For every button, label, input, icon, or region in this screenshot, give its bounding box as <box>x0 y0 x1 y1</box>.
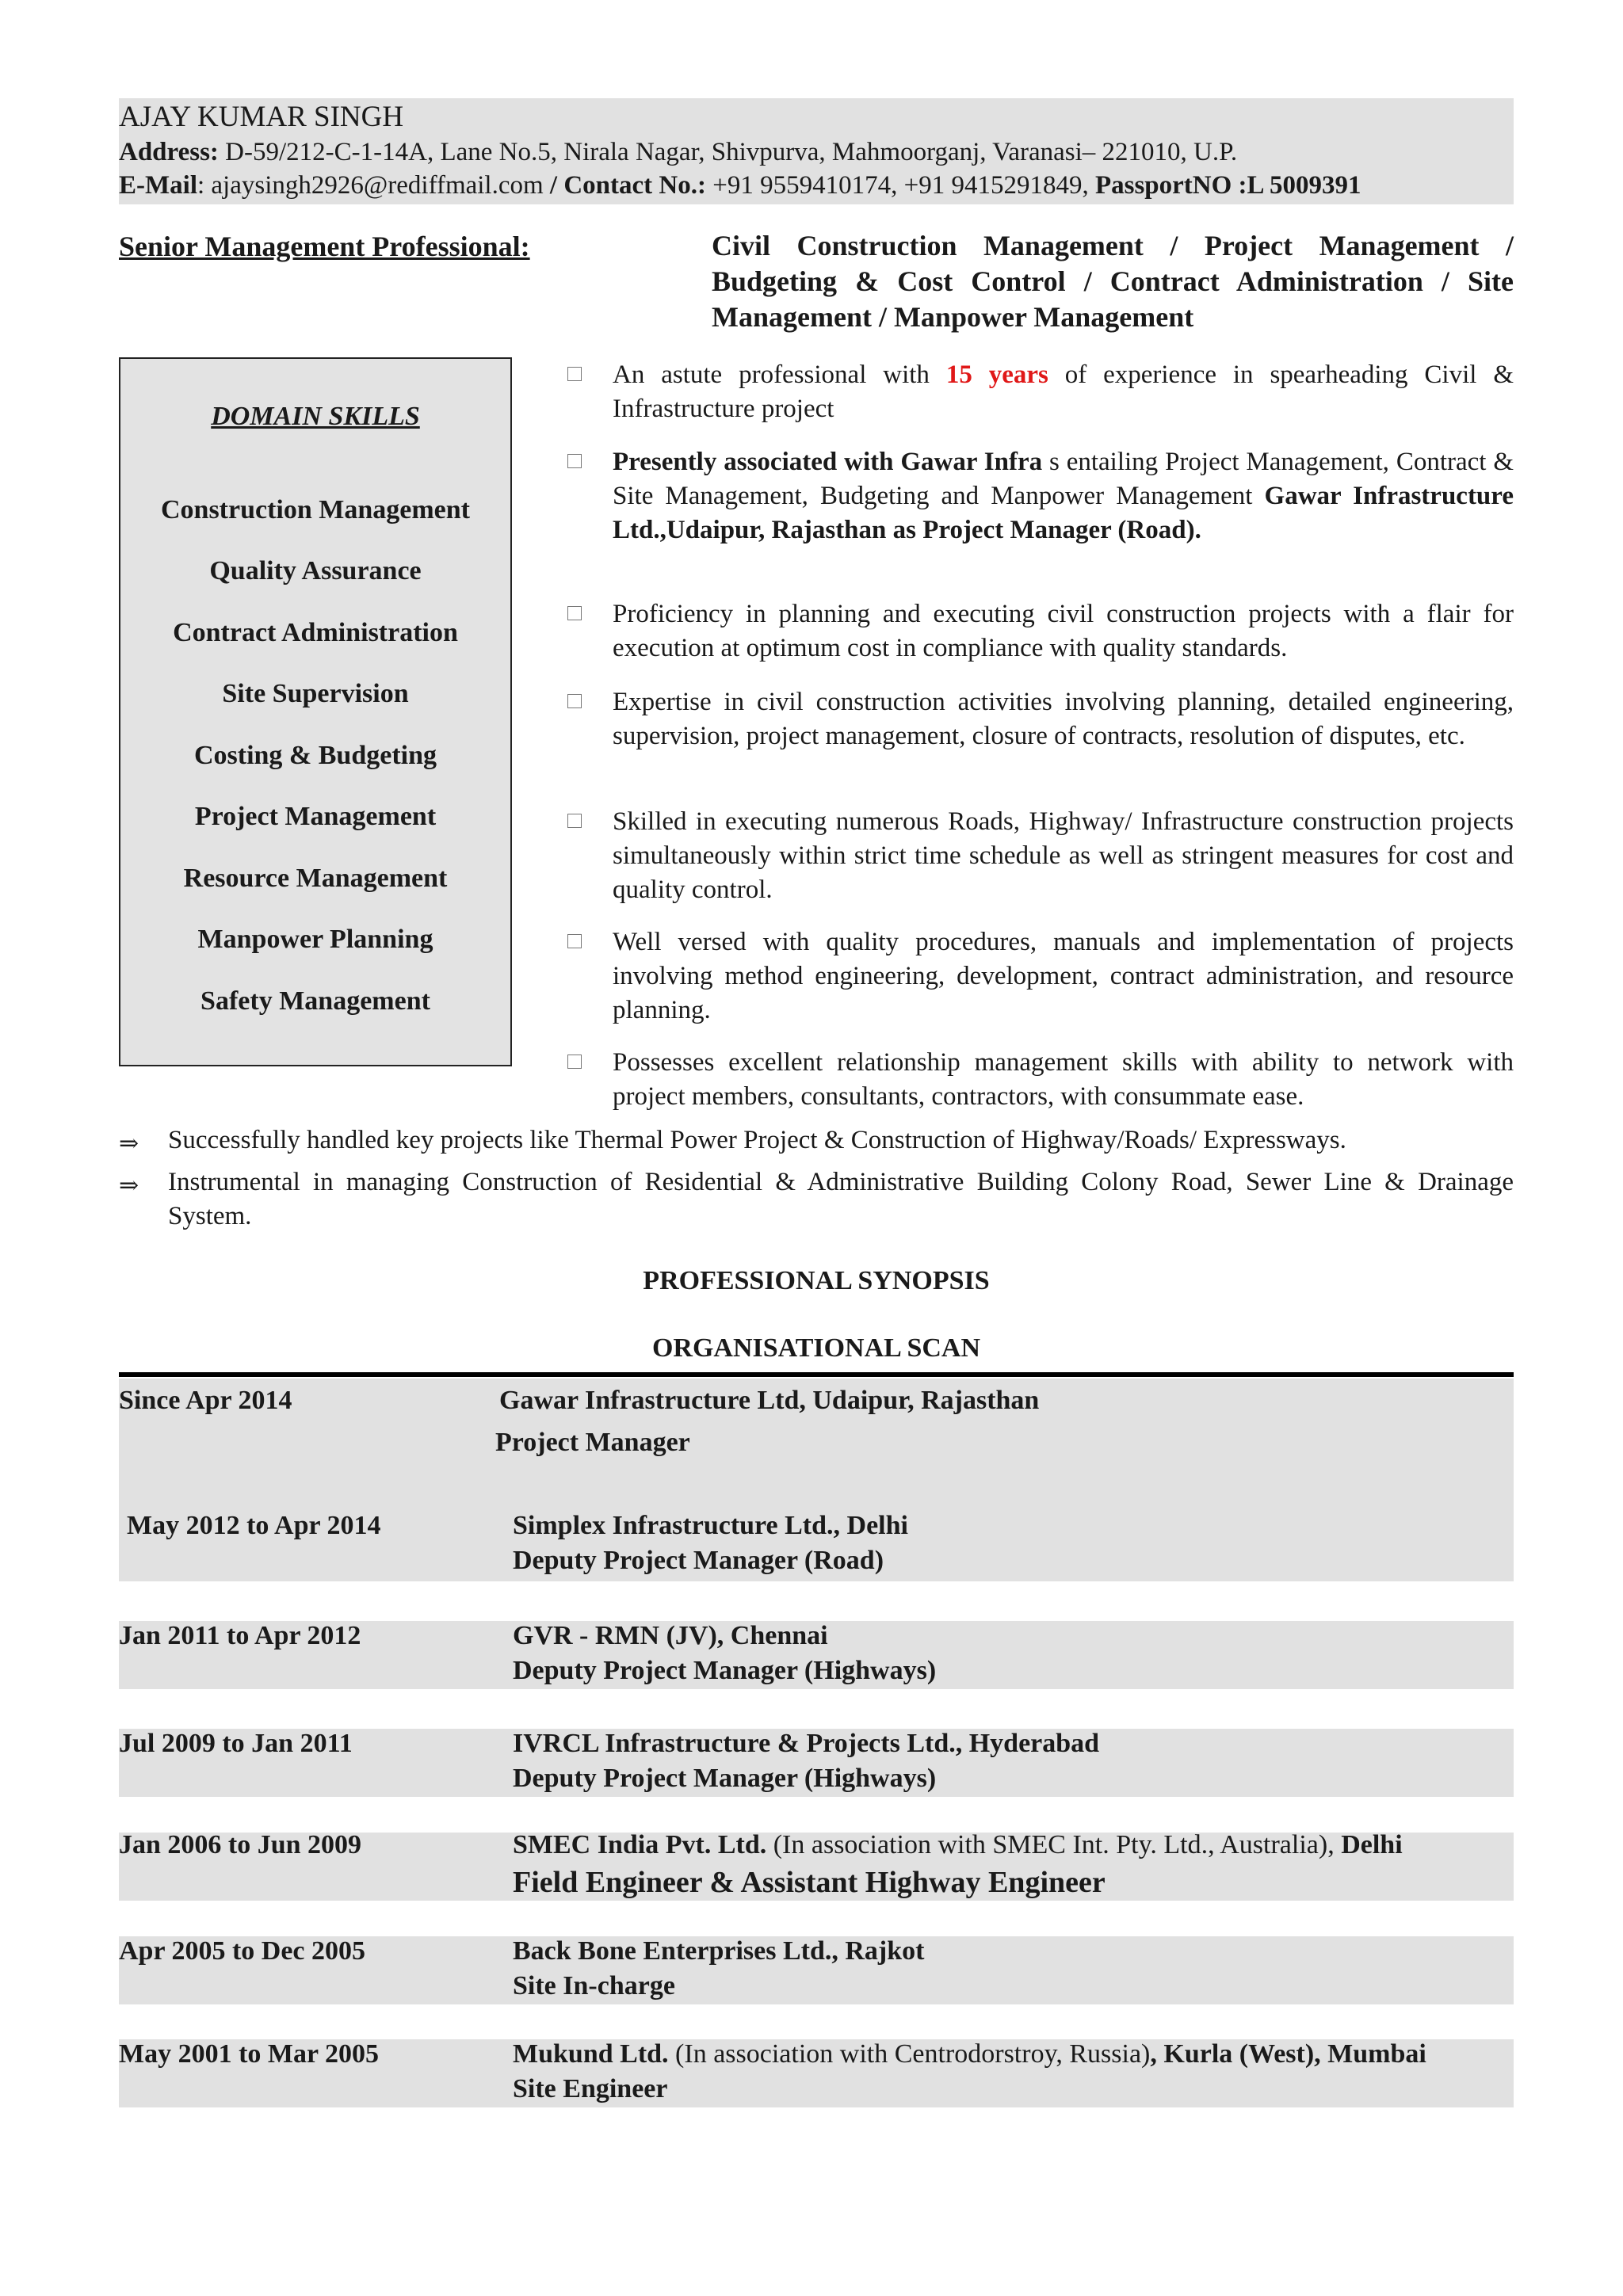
experience-org-city: Delhi <box>1341 1830 1403 1859</box>
highlight-2 <box>613 445 1514 547</box>
passport-value: PassportNO :L 5009391 <box>1088 171 1361 200</box>
skill-item: Contract Administration <box>173 618 458 647</box>
highlight-6: Well versed with quality procedures, manuals and implementation of projects involving method engineering, development, contract administration, and resource planning. <box>613 928 1514 1024</box>
experience-dates: Since Apr 2014 <box>119 1386 292 1415</box>
highlight-1-post: of experience in spearheading Civil & Infrastructure project <box>613 360 1514 423</box>
experience-org: Gawar Infrastructure Ltd, Udaipur, Rajasthan <box>499 1386 1040 1415</box>
highlight-1-pre: An astute professional with <box>613 360 946 389</box>
experience-org-name: SMEC India Pvt. Ltd. <box>513 1830 767 1859</box>
experience-dates: Apr 2005 to Dec 2005 <box>119 1936 365 1966</box>
organisational-scan-title: ORGANISATIONAL SCAN <box>651 1333 981 1363</box>
experience-role: Site Engineer <box>513 2074 668 2103</box>
bullet-checkbox-icon <box>567 367 582 381</box>
experience-role: Project Manager <box>495 1428 690 1457</box>
arrow-bullet-icon: ⇒ <box>119 1131 139 1157</box>
profile-title: Senior Management Professional: <box>119 231 530 262</box>
bullet-checkbox-icon <box>567 606 582 620</box>
highlight-5: Skilled in executing numerous Roads, Highway/ Infrastructure construction projects simultaneously within strict time schedule as well as stringent measures for cost and quality control. <box>613 807 1514 904</box>
experience-org: IVRCL Infrastructure & Projects Ltd., Hyderabad <box>513 1729 1100 1758</box>
skill-item: Manpower Planning <box>197 925 433 954</box>
experience-dates: May 2001 to Mar 2005 <box>119 2039 379 2069</box>
experience-dates: Jul 2009 to Jan 2011 <box>119 1729 353 1758</box>
address-line <box>119 136 1237 168</box>
experience-org <box>513 2039 1426 2069</box>
address-label: Address: <box>119 138 219 166</box>
email-label: E-Mail <box>119 171 197 200</box>
skill-item: Quality Assurance <box>209 556 422 585</box>
arrow-bullet-icon: ⇒ <box>119 1173 139 1199</box>
skill-item: Site Supervision <box>222 679 409 708</box>
domain-skills-title: DOMAIN SKILLS <box>211 402 420 431</box>
domain-skills-box <box>119 357 512 1066</box>
highlight-3: Proficiency in planning and executing civil construction projects with a flair for execution at optimum cost in compliance with quality standards. <box>613 600 1514 662</box>
experience-org-note: (In association with Centrodorstroy, Russia) <box>668 2039 1151 2069</box>
experience-org-city: , Kurla (West), Mumbai <box>1150 2039 1426 2069</box>
experience-role: Deputy Project Manager (Highways) <box>513 1764 937 1793</box>
experience-org-name: Mukund Ltd. <box>513 2039 669 2069</box>
achievement-2: Instrumental in managing Construction of Residential & Administrative Building Colony Road, Sewer Line & Drainage System. <box>168 1168 1514 1230</box>
experience-role: Deputy Project Manager (Road) <box>513 1546 884 1575</box>
skill-item: Project Management <box>194 802 437 831</box>
experience-org: GVR - RMN (JV), Chennai <box>513 1621 828 1650</box>
experience-role: Field Engineer & Assistant Highway Engineer <box>513 1866 1106 1899</box>
contact-value: +91 9559410174, +91 9415291849, <box>705 171 1089 200</box>
experience-org <box>513 1830 1403 1860</box>
highlight-4: Expertise in civil construction activities involving planning, detailed engineering, supervision, project management, closure of contracts, resolution of disputes, etc. <box>613 688 1514 750</box>
candidate-name: AJAY KUMAR SINGH <box>119 101 404 133</box>
experience-dates: May 2012 to Apr 2014 <box>127 1511 381 1540</box>
skill-item: Safety Management <box>200 986 430 1016</box>
bullet-checkbox-icon <box>567 694 582 708</box>
bullet-checkbox-icon <box>567 814 582 828</box>
profile-areas: Civil Construction Management / Project Management / Budgeting & Cost Control / Contract Administration / Site Management / Manpower Management <box>712 230 1514 333</box>
highlight-2-company: Gawar Infrastructure Ltd.,Udaipur, Rajasthan as Project Manager (Road). <box>613 482 1514 544</box>
contact-line <box>119 170 1361 201</box>
experience-dates: Jan 2011 to Apr 2012 <box>119 1621 361 1650</box>
experience-org-note: (In association with SMEC Int. Pty. Ltd., Australia), <box>766 1830 1342 1859</box>
bullet-checkbox-icon <box>567 454 582 468</box>
address-value: D-59/212-C-1-14A, Lane No.5, Nirala Nagar, Shivpurva, Mahmoorganj, Varanasi– 221010, U.P. <box>225 138 1238 166</box>
highlight-7: Possesses excellent relationship management skills with ability to network with project members, consultants, contractors, with consummate ease. <box>613 1048 1514 1111</box>
section-rule <box>119 1372 1514 1377</box>
experience-role: Deputy Project Manager (Highways) <box>513 1656 937 1685</box>
achievement-1: Successfully handled key projects like Thermal Power Project & Construction of Highway/Roads/ Expressways. <box>168 1126 1346 1154</box>
skill-item: Resource Management <box>183 864 448 893</box>
professional-synopsis-title: PROFESSIONAL SYNOPSIS <box>643 1266 990 1295</box>
experience-role: Site In-charge <box>513 1971 675 2000</box>
skill-item: Construction Management <box>160 495 471 524</box>
email-value: : ajaysingh2926@rediffmail.com <box>197 171 544 200</box>
highlight-2-text: s entailing Project Management, Contract & Site Management, Budgeting and Manpower Management <box>613 448 1514 510</box>
highlight-2-bold: Presently associated with Gawar Infra <box>613 448 1043 476</box>
contact-label: / Contact No.: <box>543 171 706 200</box>
experience-org: Simplex Infrastructure Ltd., Delhi <box>513 1511 908 1540</box>
highlight-1-years: 15 years <box>945 360 1048 389</box>
experience-org: Back Bone Enterprises Ltd., Rajkot <box>513 1936 925 1966</box>
bullet-checkbox-icon <box>567 934 582 948</box>
bullet-checkbox-icon <box>567 1055 582 1069</box>
experience-dates: Jan 2006 to Jun 2009 <box>119 1830 362 1859</box>
highlight-1 <box>613 358 1514 426</box>
skill-item: Costing & Budgeting <box>193 741 437 770</box>
